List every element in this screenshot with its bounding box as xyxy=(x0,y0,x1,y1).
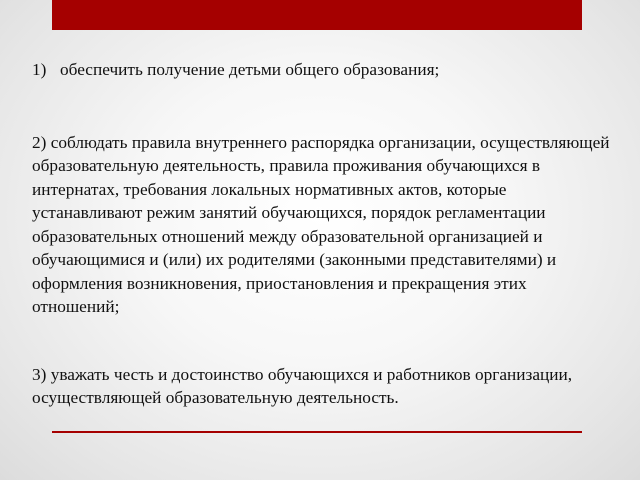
bottom-divider xyxy=(52,431,582,433)
list-item-3: 3) уважать честь и достоинство обучающихся и работников организации, осуществляющей образовательную деятельность. xyxy=(32,364,573,407)
list-item-1-text: обеспечить получение детьми общего образования; xyxy=(60,60,440,79)
list-item-1 xyxy=(32,58,612,82)
top-accent-bar xyxy=(52,0,582,30)
list-item-2: 2) соблюдать правила внутреннего распорядка организации, осуществляющей образовательную деятельность, правила проживания обучающихся в интернатах, требования локальных нормативных актов, которые устанавливают режим занятий обучающихся, порядок регламентации образовательных отношений между образовательной организацией и обучающимися и (или) их родителями (законными представителями) и оформления возникновения, приостановления и прекращения этих отношений; xyxy=(32,132,610,316)
list-item-1-number: 1) xyxy=(32,60,47,79)
slide-content xyxy=(32,58,612,410)
